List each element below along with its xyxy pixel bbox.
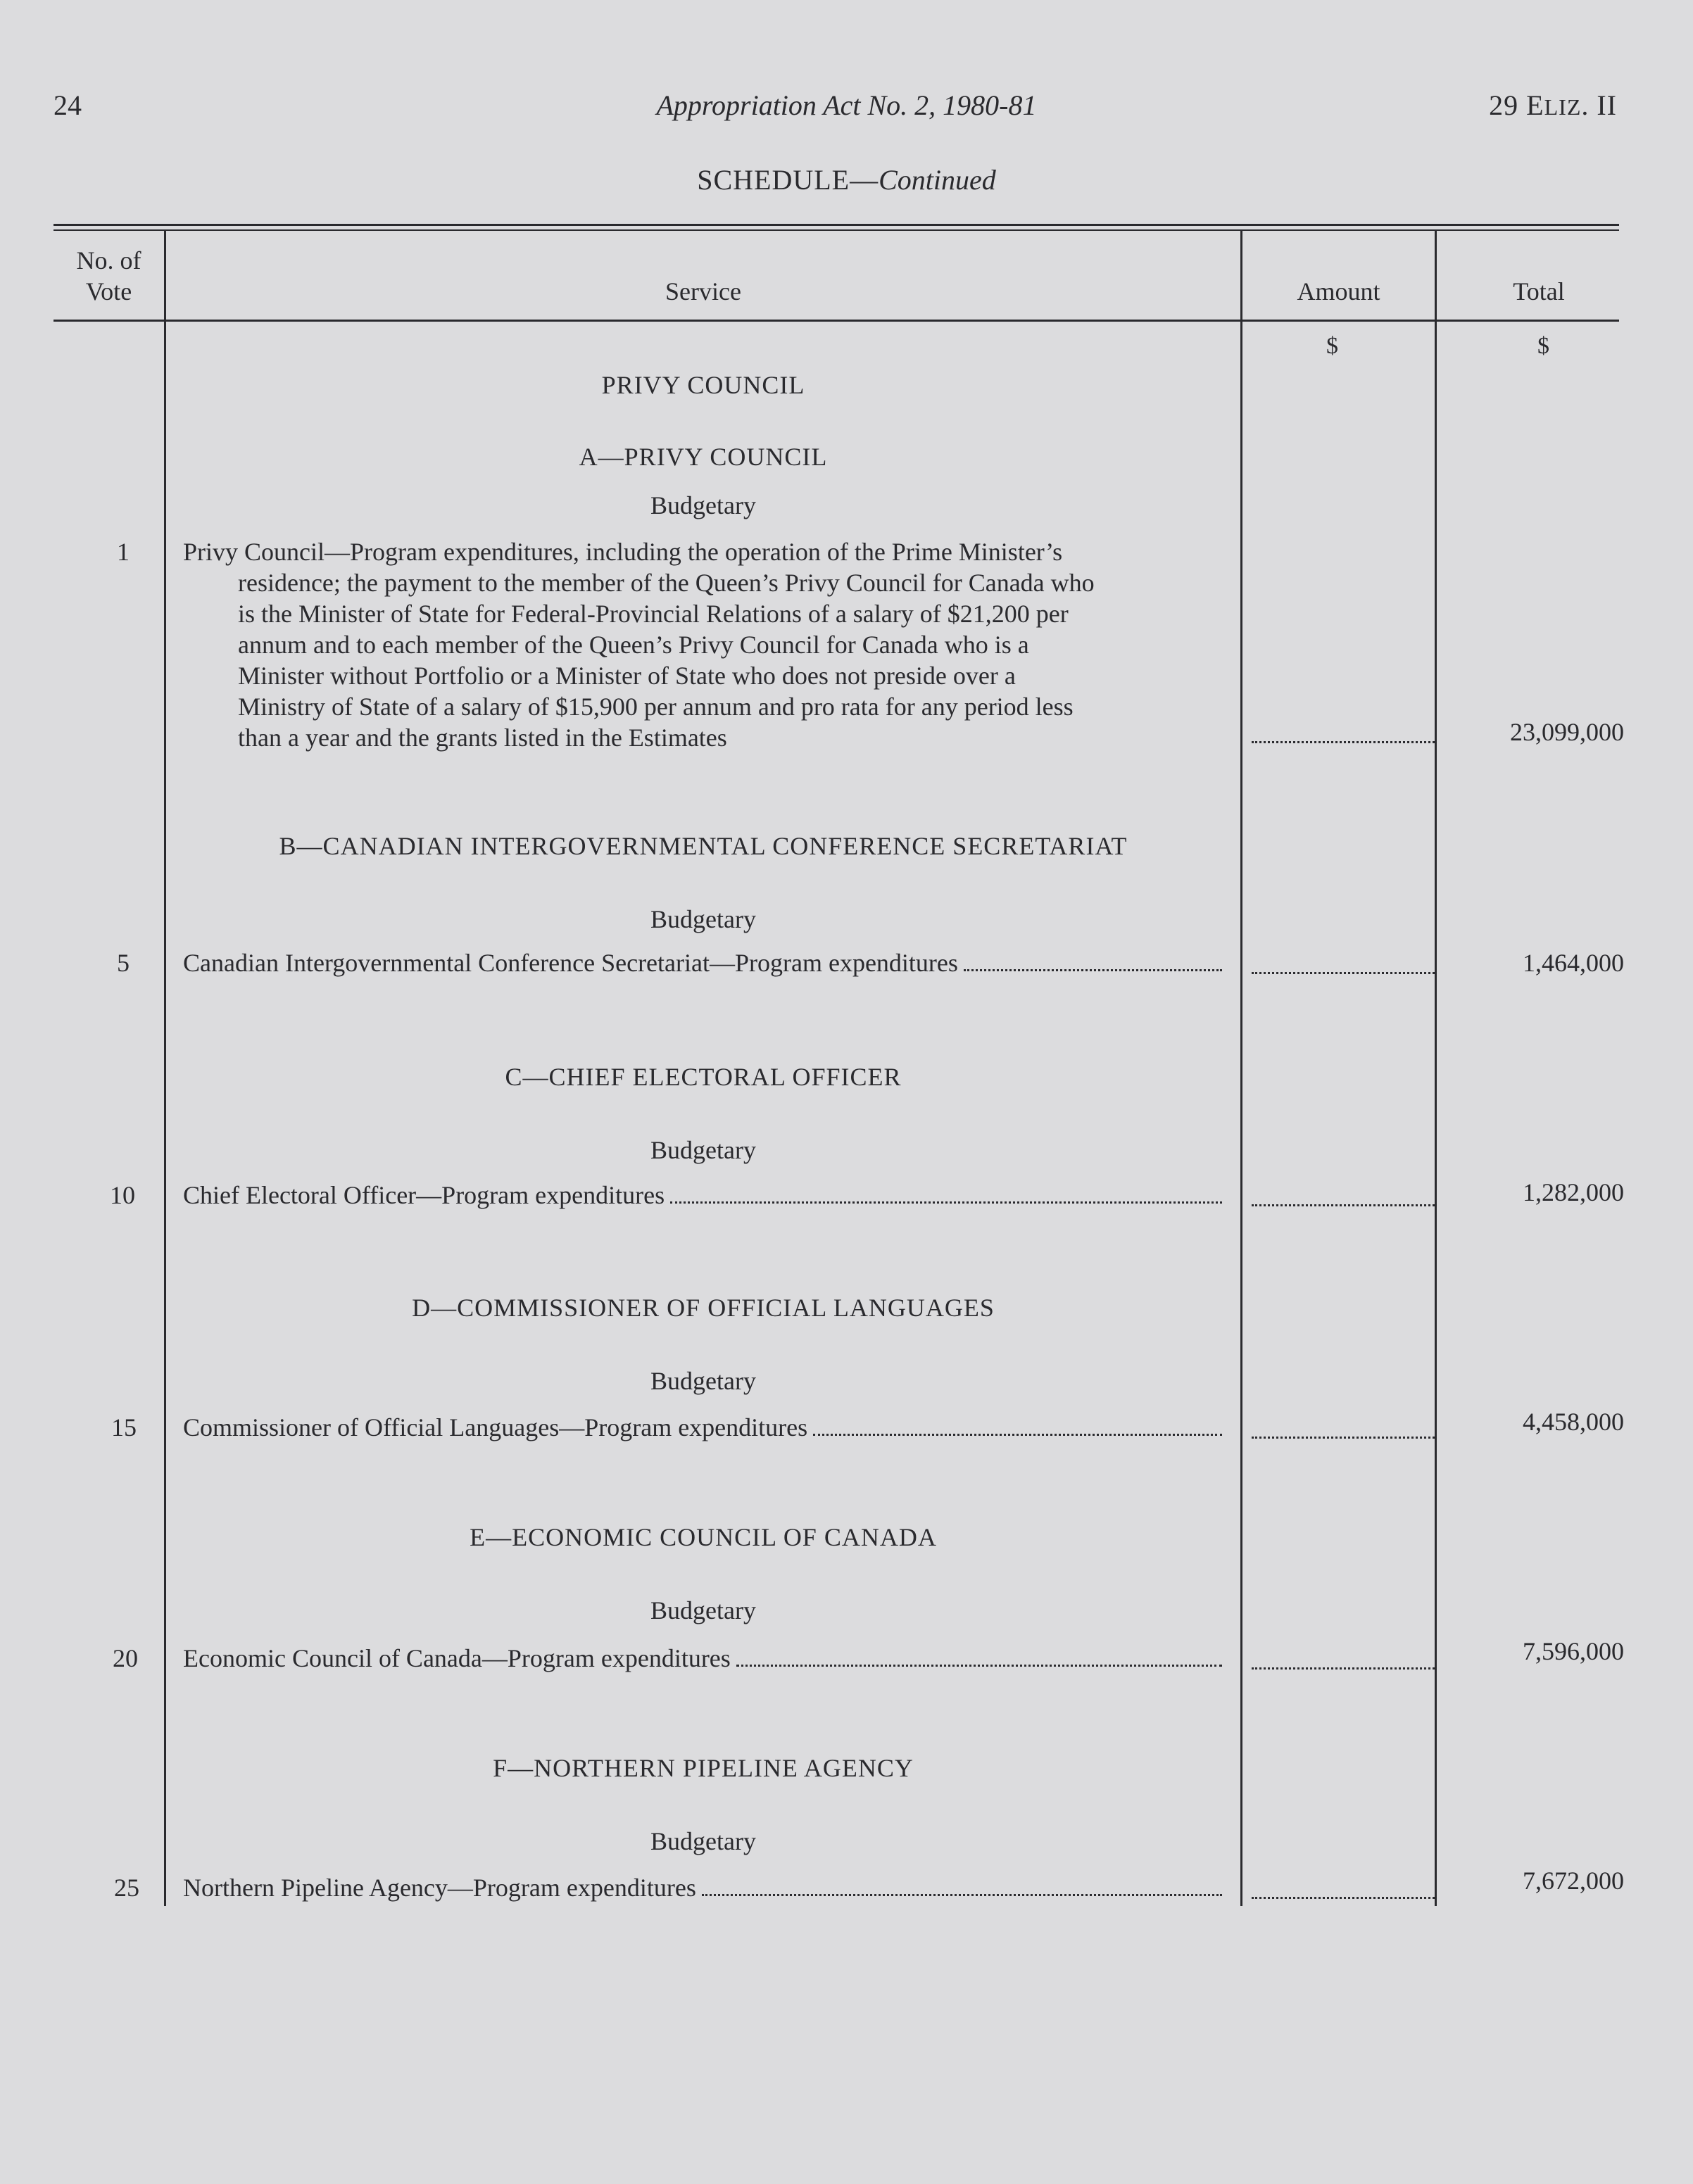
amount-leader	[1252, 1897, 1435, 1899]
col-head-total: Total	[1513, 277, 1565, 305]
department-heading: PRIVY COUNCIL	[601, 371, 805, 399]
vote-number: 1	[117, 538, 130, 566]
table-top-rule-2	[54, 229, 1619, 231]
section-subheading: Budgetary	[650, 1136, 756, 1164]
amount-column-divider	[1435, 231, 1437, 1906]
section-subheading: Budgetary	[650, 905, 756, 933]
table-top-rule	[54, 224, 1619, 226]
col-head-vote: No. of Vote	[76, 246, 141, 305]
col-head-amount: Amount	[1297, 277, 1380, 305]
total-value: 1,282,000	[1523, 1178, 1624, 1206]
section-subheading: Budgetary	[650, 491, 756, 519]
section-heading: C—CHIEF ELECTORAL OFFICER	[505, 1063, 902, 1091]
vote-number: 10	[110, 1181, 135, 1209]
section-heading: B—CANADIAN INTERGOVERNMENTAL CONFERENCE SECRETARIAT	[279, 832, 1128, 860]
total-value: 7,596,000	[1523, 1637, 1624, 1665]
section-subheading: Budgetary	[650, 1367, 756, 1395]
amount-unit: $	[1326, 333, 1338, 359]
total-value: 1,464,000	[1523, 949, 1624, 977]
total-unit: $	[1537, 333, 1549, 359]
regnal-year: 29 ELIZ. II	[1489, 89, 1617, 121]
section-subheading: Budgetary	[650, 1827, 756, 1855]
service-line: Commissioner of Official Languages—Program expenditures	[183, 1412, 1226, 1443]
section-heading: F—NORTHERN PIPELINE AGENCY	[493, 1754, 914, 1782]
total-value: 23,099,000	[1510, 718, 1624, 746]
service-line: Economic Council of Canada—Program expenditures	[183, 1643, 1226, 1674]
vote-number: 5	[117, 949, 130, 977]
amount-leader	[1252, 1437, 1435, 1439]
section-heading: D—COMMISSIONER OF OFFICIAL LANGUAGES	[412, 1294, 995, 1322]
total-value: 7,672,000	[1523, 1867, 1624, 1895]
vote-number: 20	[113, 1644, 138, 1672]
vote-number: 15	[111, 1413, 137, 1441]
section-heading: A—PRIVY COUNCIL	[579, 443, 828, 471]
section-heading: E—ECONOMIC COUNCIL OF CANADA	[470, 1523, 937, 1551]
service-description: Privy Council—Program expenditures, including the operation of the Prime Minister’s residence; the payment to the member of the Queen’s Privy Council for Canada who is the Minister of State for Federal-Provincial Relations of a salary of $21,200 per annum and to each member of the Queen’s Privy Council for Canada who is a Minister without Portfolio or a Minister of State who does not preside over a Ministry of State of a salary of $15,900 per annum and pro rata for any period less than a year and the grants listed in the Estimates	[183, 538, 1095, 752]
total-value: 4,458,000	[1523, 1408, 1624, 1436]
service-line: Chief Electoral Officer—Program expenditures	[183, 1180, 1226, 1211]
amount-leader	[1252, 1204, 1435, 1206]
amount-leader	[1252, 972, 1435, 974]
service-column-divider	[1240, 231, 1242, 1906]
amount-leader	[1252, 741, 1435, 743]
running-title: Appropriation Act No. 2, 1980-81	[656, 89, 1037, 121]
amount-leader	[1252, 1667, 1435, 1669]
section-subheading: Budgetary	[650, 1596, 756, 1624]
service-line: Canadian Intergovernmental Conference Secretariat—Program expenditures	[183, 947, 1226, 978]
table-header-rule	[54, 320, 1619, 322]
vote-number: 25	[114, 1874, 139, 1902]
col-head-service: Service	[665, 277, 741, 305]
service-line: Northern Pipeline Agency—Program expenditures	[183, 1872, 1226, 1903]
schedule-title: SCHEDULE—Continued	[697, 164, 996, 196]
page-number: 24	[54, 89, 82, 121]
